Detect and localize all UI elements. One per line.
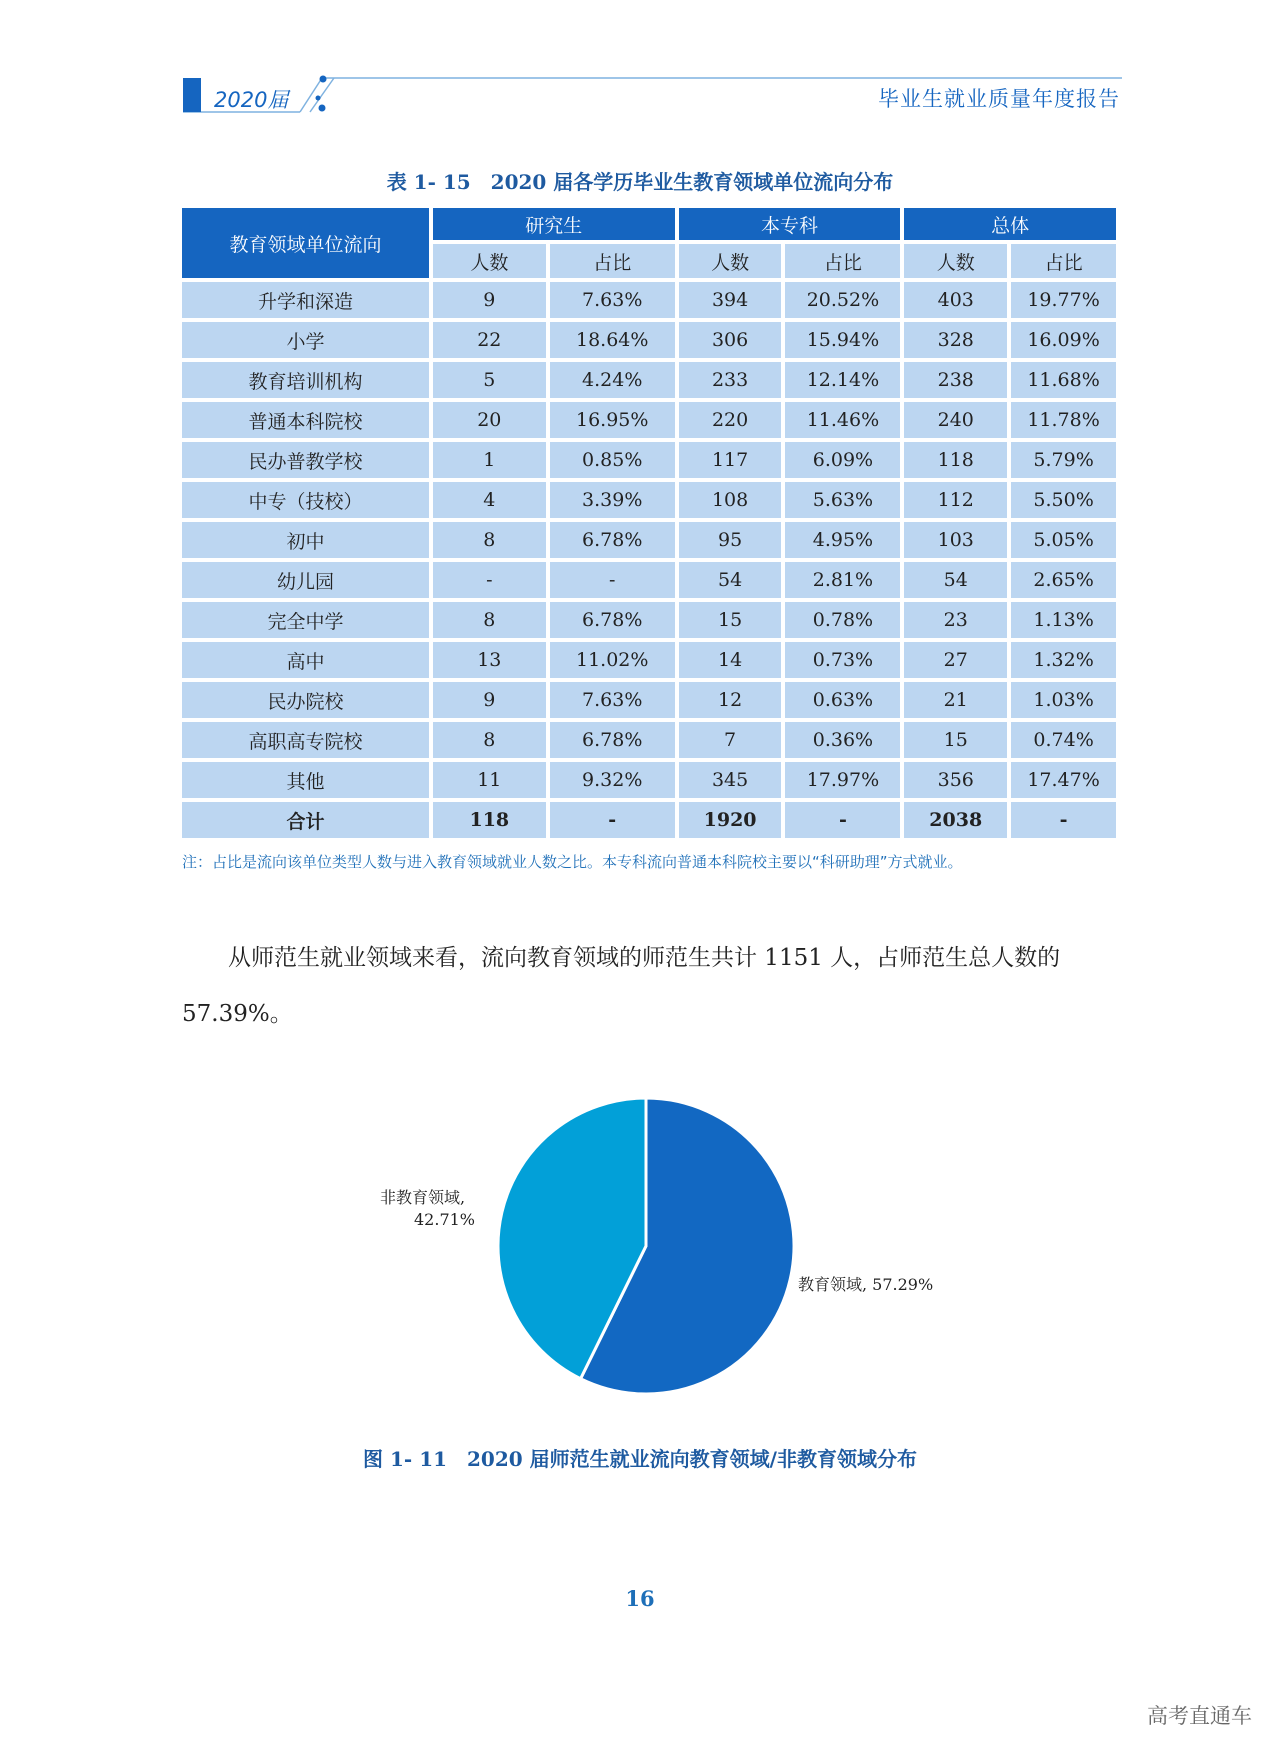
table-row-label: 中专（技校）	[182, 482, 429, 518]
table-cell: 54	[679, 562, 782, 598]
table-caption: 表 1- 15 2020 届各学历毕业生教育领域单位流向分布	[386, 170, 894, 194]
table-cell: 0.85%	[550, 442, 675, 478]
table-cell: 1.13%	[1011, 602, 1116, 638]
table-cell: 17.97%	[785, 762, 900, 798]
table-row-label: 民办院校	[182, 682, 429, 718]
table-cell: 14	[679, 642, 782, 678]
table-cell: 21	[904, 682, 1007, 718]
table-cell: -	[550, 802, 675, 838]
table-row-label: 高职高专院校	[182, 722, 429, 758]
header-title: 毕业生就业质量年度报告	[878, 87, 1120, 111]
table-cell: 7	[679, 722, 782, 758]
table-cell: 2.81%	[785, 562, 900, 598]
table-cell: 117	[679, 442, 782, 478]
table-cell: 4.24%	[550, 362, 675, 398]
table-cell: 118	[904, 442, 1007, 478]
table-cell: 1920	[679, 802, 782, 838]
table-cell: 54	[904, 562, 1007, 598]
group-header-undergrad: 本专科	[679, 208, 901, 240]
table-cell: -	[1011, 802, 1116, 838]
table-row-label: 其他	[182, 762, 429, 798]
sub-header: 占比	[1011, 244, 1116, 278]
table-cell: 17.47%	[1011, 762, 1116, 798]
table-cell: 0.36%	[785, 722, 900, 758]
table-cell: 11.46%	[785, 402, 900, 438]
table-cell: 22	[433, 322, 546, 358]
table-cell: 12	[679, 682, 782, 718]
table-cell: 240	[904, 402, 1007, 438]
table-cell: 4.95%	[785, 522, 900, 558]
table-cell: 27	[904, 642, 1007, 678]
table-cell: 345	[679, 762, 782, 798]
table-cell: -	[433, 562, 546, 598]
table-cell: 0.73%	[785, 642, 900, 678]
header-year: 2020届	[214, 88, 289, 112]
figure-caption: 图 1- 11 2020 届师范生就业流向教育领域/非教育领域分布	[363, 1447, 917, 1471]
table-cell: 0.78%	[785, 602, 900, 638]
table-note: 注：占比是流向该单位类型人数与进入教育领域就业人数之比。本专科流向普通本科院校主要以“科研助理”方式就业。	[182, 853, 963, 871]
table-cell: 5.05%	[1011, 522, 1116, 558]
group-header-overall: 总体	[904, 208, 1116, 240]
table-cell: 23	[904, 602, 1007, 638]
table-row-label: 完全中学	[182, 602, 429, 638]
sub-header: 占比	[550, 244, 675, 278]
table-cell: 9	[433, 282, 546, 318]
table-cell: 238	[904, 362, 1007, 398]
table-cell: 328	[904, 322, 1007, 358]
table-cell: 5.50%	[1011, 482, 1116, 518]
table-row-label: 高中	[182, 642, 429, 678]
table-cell: 15	[679, 602, 782, 638]
table-row-label: 普通本科院校	[182, 402, 429, 438]
body-paragraph: 从师范生就业领域来看，流向教育领域的师范生共计 1151 人，占师范生总人数的 57.39%。	[182, 945, 1061, 1027]
page-number: 16	[625, 1586, 655, 1611]
table-cell: 3.39%	[550, 482, 675, 518]
table-cell: 11.02%	[550, 642, 675, 678]
table-row-label: 民办普教学校	[182, 442, 429, 478]
table-cell: 13	[433, 642, 546, 678]
table-cell: 1.03%	[1011, 682, 1116, 718]
table-cell: 306	[679, 322, 782, 358]
table-cell: 16.95%	[550, 402, 675, 438]
table-cell: -	[785, 802, 900, 838]
table-row-label: 合计	[182, 802, 429, 838]
table-cell: 5	[433, 362, 546, 398]
table-cell: 18.64%	[550, 322, 675, 358]
table-cell: 6.09%	[785, 442, 900, 478]
table-cell: 0.63%	[785, 682, 900, 718]
table-cell: 15.94%	[785, 322, 900, 358]
table-cell: 5.63%	[785, 482, 900, 518]
table-cell: 2038	[904, 802, 1007, 838]
table-cell: 118	[433, 802, 546, 838]
table-cell: 1	[433, 442, 546, 478]
table-cell: 6.78%	[550, 722, 675, 758]
sub-header: 占比	[785, 244, 900, 278]
sub-header: 人数	[904, 244, 1007, 278]
table-cell: 403	[904, 282, 1007, 318]
table-row-label: 幼儿园	[182, 562, 429, 598]
table-cell: 6.78%	[550, 522, 675, 558]
table-cell: 1.32%	[1011, 642, 1116, 678]
table-cell: 16.09%	[1011, 322, 1116, 358]
table-cell: 394	[679, 282, 782, 318]
table-cell: 11.68%	[1011, 362, 1116, 398]
table-cell: 9	[433, 682, 546, 718]
table-cell: 5.79%	[1011, 442, 1116, 478]
table-cell: 95	[679, 522, 782, 558]
table-row-label: 升学和深造	[182, 282, 429, 318]
pie-label-non-education	[380, 1187, 475, 1231]
table-row-label: 初中	[182, 522, 429, 558]
watermark: 高考直通车	[1147, 1704, 1252, 1728]
row-header-cell: 教育领域单位流向	[182, 208, 429, 278]
table-cell: 15	[904, 722, 1007, 758]
table-cell: 4	[433, 482, 546, 518]
table-cell: 7.63%	[550, 682, 675, 718]
table-cell: 233	[679, 362, 782, 398]
table-cell: 108	[679, 482, 782, 518]
table-cell: 6.78%	[550, 602, 675, 638]
table-cell: 20	[433, 402, 546, 438]
table-cell: 20.52%	[785, 282, 900, 318]
table-cell: 220	[679, 402, 782, 438]
pie-label-non-education-line	[380, 1187, 475, 1231]
table-cell: 356	[904, 762, 1007, 798]
table-cell: 103	[904, 522, 1007, 558]
table-cell: 11.78%	[1011, 402, 1116, 438]
table-cell: 12.14%	[785, 362, 900, 398]
table-cell: 8	[433, 722, 546, 758]
pie-label-non-education-part: 42.71%	[414, 1210, 476, 1229]
sub-header: 人数	[679, 244, 782, 278]
pie-label-education: 教育领域, 57.29%	[798, 1275, 934, 1294]
table-cell: 2.65%	[1011, 562, 1116, 598]
table-cell: 9.32%	[550, 762, 675, 798]
table-row-label: 教育培训机构	[182, 362, 429, 398]
sub-header: 人数	[433, 244, 546, 278]
table-row-label: 小学	[182, 322, 429, 358]
pie-label-non-education-part: 非教育领域,	[380, 1188, 466, 1207]
table-cell: -	[550, 562, 675, 598]
table-cell: 8	[433, 602, 546, 638]
table-cell: 112	[904, 482, 1007, 518]
table-cell: 11	[433, 762, 546, 798]
table-cell: 8	[433, 522, 546, 558]
table-cell: 19.77%	[1011, 282, 1116, 318]
table-cell: 7.63%	[550, 282, 675, 318]
table-cell: 0.74%	[1011, 722, 1116, 758]
group-header-graduate: 研究生	[433, 208, 675, 240]
